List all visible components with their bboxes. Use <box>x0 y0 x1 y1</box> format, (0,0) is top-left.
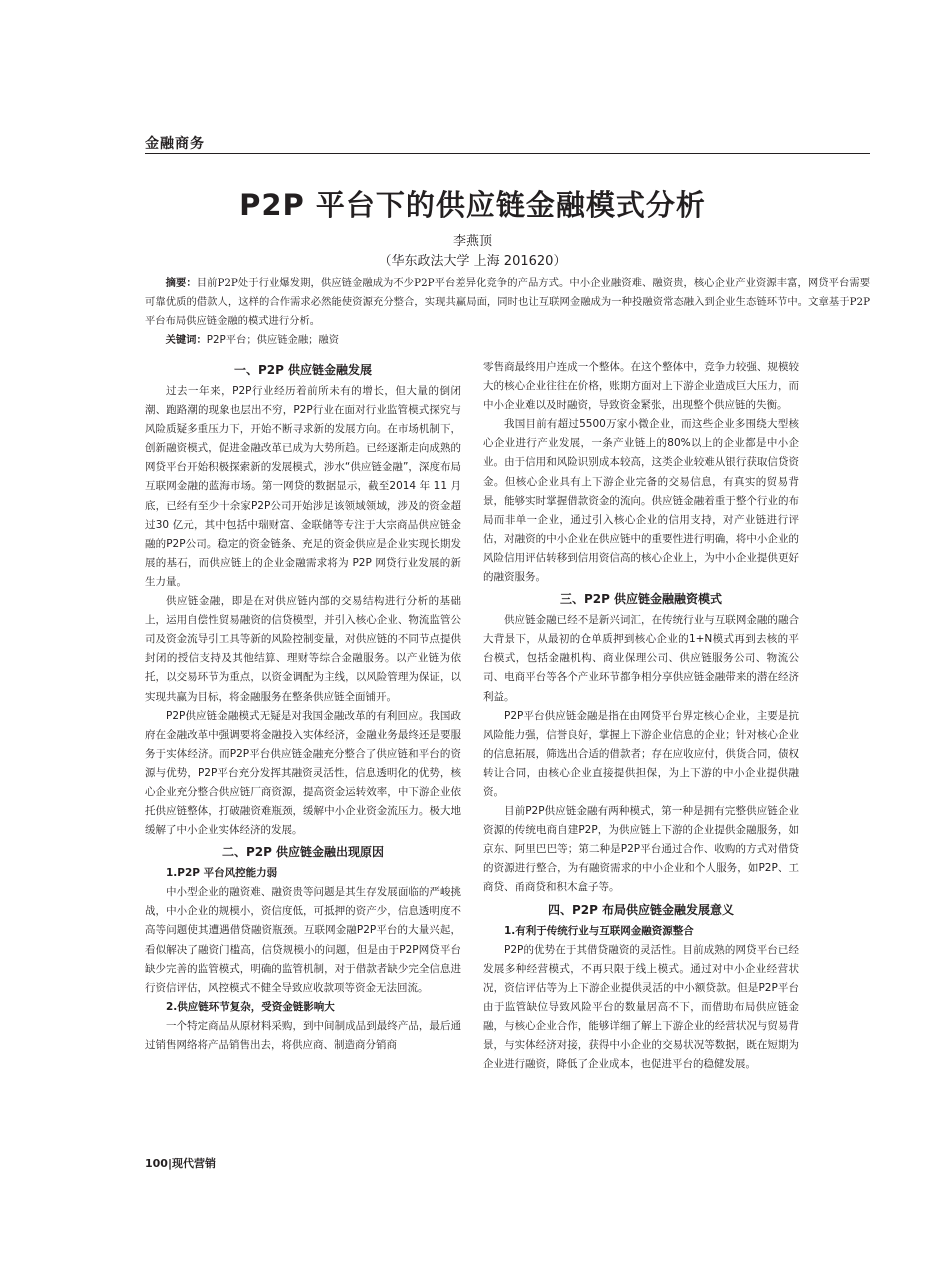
keywords <box>145 331 870 350</box>
paragraph: P2P平台供应链金融是指在由网贷平台界定核心企业，主要是抗风险能力强，信誉良好，掌握上下游企业信息的企业；针对核心企业的信息拓展，筛选出合适的借款者；存在应收应付，供货合同，债权转让合同，由核心企业直接提供担保，为上下游的中小企业提供融资。 <box>483 709 799 798</box>
paragraph: 中小型企业的融资难、融资贵等问题是其生存发展面临的严峻挑战，中小企业的规模小，资信度低，可抵押的资产少，信息透明度不高等问题使其遭遇借贷融资瓶颈。互联网金融P2P平台的大量兴起，看似解决了融资门槛高，信贷规模小的问题，但是由于P2P网贷平台缺少完善的监管模式，明确的监管机制，对于借款者缺少完全信息进行资信评估，风控模式不健全导致应收款项等资金无法回流。 <box>145 886 461 994</box>
page-number: 100 <box>145 1157 168 1170</box>
section-label: 金融商务 <box>145 136 205 152</box>
page-folio: 100|现代营销 <box>145 1157 216 1170</box>
section-heading: 四、P2P 布局供应链金融发展意义 <box>547 902 735 917</box>
paragraph: 供应链金融，即是在对供应链内部的交易结构进行分析的基础上，运用自偿性贸易融资的信贷模型，并引入核心企业、物流监管公司及资金流导引工具等新的风险控制变量，对供应链的不同节点提供封闭的授信支持及其他结算、理财等综合金融服务。以产业链为依托，以交易环节为重点，以资金调配为主线，以风险管理为保证，以实现共赢为目标，将金融服务在整条供应链全面铺开。 <box>145 595 461 703</box>
paragraph: 目前P2P供应链金融有两种模式，第一种是拥有完整供应链企业资源的传统电商自建P2P，为供应链上下游的企业提供金融服务，如京东、阿里巴巴等；第二种是P2P平台通过合作、收购的方式对借贷的资源进行整合，为有融资需求的中小企业和个人服务，如P2P、工商贷、甬商贷和积木盒子等。 <box>483 805 799 894</box>
paragraph: 供应链金融已经不是新兴词汇，在传统行业与互联网金融的融合大背景下，从最初的仓单质押到核心企业的1+N模式再到去核的平台模式，包括金融机构、商业保理公司、供应链服务公司、物流公司、电商平台等各个产业环节都争相分享供应链金融带来的潜在经济利益。 <box>483 614 799 703</box>
paragraph: P2P的优势在于其借贷融资的灵活性。目前成熟的网贷平台已经发展多种经营模式，不再只限于线上模式。通过对中小企业经营状况，资信评估等为上下游企业提供灵活的中小额贷款。但是P2P平台由于监管缺位导致风险平台的数量居高不下，而借助布局供应链金融，与核心企业合作，能够详细了解上下游企业的经营状况与贸易背景，与实体经济对接，获得中小企业的交易状况等数据，既在短期为企业进行融资，降低了企业成本，也促进平台的稳健发展。 <box>483 943 799 1071</box>
journal-name: 现代营销 <box>172 1157 216 1170</box>
paragraph: 过去一年来，P2P行业经历着前所未有的增长，但大量的倒闭潮、跑路潮的现象也层出不穷，P2P行业在面对行业监管模式探究与风险质疑多重压力下，开始不断寻求新的发展方向。在市场机制下，创新融资模式，促进金融改革已成为大势所趋。已经逐渐走向成熟的网贷平台开始积极探索新的发展模式，涉水“供应链金融”，深度布局互联网金融的蓝海市场。第一网贷的数据显示，截至2014 年 11 月底，已经有至少十余家P2P公司开始涉足该领域领域，涉及的资金超过30 亿元，其中包括中瑞财富、金联储等专注于大宗商品供应链金融的P2P公司。稳定的资金链条、充足的资金供应是企业实现长期发展的基石，而供应链上的企业金融需求将为 P2P 网贷行业发展的新生力量。 <box>145 385 461 588</box>
subsection-heading: 1.P2P 平台风控能力弱 <box>166 867 278 880</box>
abstract <box>145 274 870 331</box>
section-heading: 二、P2P 供应链金融出现原因 <box>221 845 385 860</box>
abstract-text: 目前P2P处于行业爆发期，供应链金融成为不少P2P平台差异化竞争的产品方式。中小企业融资难、融资贵，核心企业产业资源丰富，网贷平台需要可靠优质的借款人，这样的合作需求必然能使资源充分整合，实现共赢局面，同时也让互联网金融成为一种投融资常态融入到企业生态链环节中。文章基于P2P平台布局供应链金融的模式进行分析。 <box>145 277 870 327</box>
paragraph: 一个特定商品从原材料采购，到中间制成品到最终产品，最后通过销售网络将产品销售出去，将供应商、制造商分销商 <box>145 1019 461 1051</box>
paragraph: P2P供应链金融模式无疑是对我国金融改革的有利回应。我国政府在金融改革中强调要将金融投入实体经济，金融业务最终还是要服务于实体经济。而P2P平台供应链金融充分整合了供应链和平台的资源与优势，P2P平台充分发挥其融资灵活性，信息透明化的优势，核心企业充分整合供应链厂商资源，提高资金运转效率，中下游企业依托供应链整体，打破融资难瓶颈，缓解中小企业资金流压力。极大地缓解了中小企业实体经济的发展。 <box>145 709 461 837</box>
abstract-label: 摘要： <box>165 277 197 289</box>
header-rule <box>145 153 870 154</box>
section-heading: 三、P2P 供应链金融融资模式 <box>559 592 723 607</box>
section-heading: 一、P2P 供应链金融发展 <box>233 363 373 377</box>
affiliation: （华东政法大学 上海 201620） <box>378 254 567 269</box>
paragraph: 我国目前有超过5500万家小微企业，而这些企业多围绕大型核心企业进行产业发展，一条产业链上的80%以上的企业都是中小企业。由于信用和风险识别成本较高，这类企业较难从银行获取信贷资金。但核心企业具有上下游企业完备的交易信息，有真实的贸易背景，能够实时掌握借款资金的流向。供应链金融着重于整个行业的布局而非单一企业，通过引入核心企业的信用支持，对产业链进行评估，对融资的中小企业在供应链中的重要性进行明确，将中小企业的风险信用评估转移到信用资信高的核心企业上，为中小企业提供更好的融资服务。 <box>483 418 799 584</box>
author: 李燕顶 <box>452 234 492 249</box>
subsection-heading: 2.供应链环节复杂，受资金链影响大 <box>166 1000 335 1013</box>
subsection-heading: 1.有利于传统行业与互联网金融资源整合 <box>504 924 694 937</box>
right-column <box>483 358 799 1074</box>
article-title: P2P 平台下的供应链金融模式分析 <box>239 188 706 222</box>
paragraph: 零售商最终用户连成一个整体。在这个整体中，竞争力较强、规模较大的核心企业往往在价格，账期方面对上下游企业造成巨大压力，而中小企业难以及时融资，导致资金紧张，出现整个供应链的失衡。 <box>483 361 799 412</box>
keywords-label: 关键词： <box>165 334 207 346</box>
left-column <box>145 358 461 1055</box>
keywords-text: P2P平台；供应链金融；融资 <box>206 334 340 346</box>
